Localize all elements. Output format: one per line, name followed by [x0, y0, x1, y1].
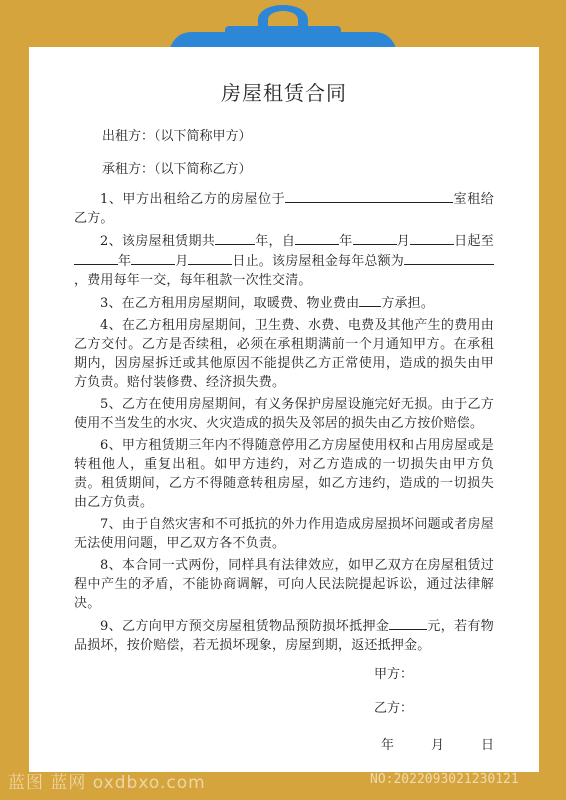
- watermark-site: 蓝图 蓝网 oxdbxo.com: [8, 773, 206, 793]
- date-month-label: 月: [431, 738, 445, 753]
- clause-4: 4、在乙方租用房屋期间，卫生费、水费、电费及其他产生的费用由乙方交付。乙方是否续租，必须在承租期满前一个月通知甲方。在承租期内，因房屋拆迁或其他原因不能提供乙方正常使用，造成的损失由甲方负责。赔付装修费、经济损失费。: [74, 318, 494, 390]
- start-day-blank: [410, 231, 454, 245]
- clause-3: 3、在乙方租用房屋期间，取暖费、物业费由 方承担。: [74, 293, 494, 313]
- lessor-line: 出租方：（以下简称甲方）: [102, 129, 252, 144]
- address-blank: [285, 189, 453, 203]
- start-month-blank: [353, 231, 397, 245]
- clause-9: 9、乙方向甲方预交房屋租赁物品预防损坏抵押金 元，若有物品损坏，按价赔偿，若无损坏现象，房屋到期，返还抵押金。: [74, 616, 494, 655]
- term-years-blank: [215, 231, 255, 245]
- start-year-blank: [295, 231, 339, 245]
- document-title: 房屋租赁合同: [221, 81, 347, 105]
- date-year-label: 年: [381, 738, 395, 753]
- clause-2: 2、该房屋租赁期共 年，自 年 月 日起至年 月 日止。该房屋租金每年总额为，费用每年一交，每年租款一次性交清。: [74, 231, 494, 290]
- clause-8: 8、本合同一式两份，同样具有法律效应，如甲乙双方在房屋租赁过程中产生的矛盾，不能协商调解，可向人民法院提起诉讼，通过法律解决。: [74, 558, 494, 611]
- party-b-signature: 乙方：: [374, 701, 414, 716]
- clause-6: 6、甲方租赁期三年内不得随意停用乙方房屋使用权和占用房屋或是转租他人，重复出租。如甲方违约，对乙方造成的一切损失由甲方负责。租赁期间，乙方不得随意转租房屋，如乙方违约，造成的一切损失由乙方负责。: [74, 438, 494, 510]
- party-a-signature: 甲方：: [374, 667, 414, 682]
- end-day-blank: [188, 251, 232, 265]
- watermark-number: NO:20220930212301​21: [370, 772, 519, 787]
- contract-paper: [29, 47, 539, 772]
- rent-amount-blank: [404, 251, 494, 265]
- clause-1: 1、甲方出租给乙方的房屋位于 室租给乙方。: [74, 189, 494, 228]
- clause-5: 5、乙方在使用房屋期间，有义务保护房屋设施完好无损。由于乙方使用不当发生的水灾、火灾造成的损失及邻居的损失由乙方按价赔偿。: [74, 397, 494, 431]
- end-month-blank: [131, 251, 175, 265]
- fee-party-blank: [359, 293, 381, 307]
- date-day-label: 日: [481, 738, 495, 753]
- lessee-line: 承租方：（以下简称乙方）: [102, 162, 252, 177]
- clause-list: [74, 189, 494, 658]
- end-year-blank: [74, 251, 118, 265]
- deposit-blank: [389, 616, 427, 630]
- clause-7: 7、由于自然灾害和不可抵抗的外力作用造成房屋损坏问题或者房屋无法使用问题，甲乙双方各不负责。: [74, 517, 494, 551]
